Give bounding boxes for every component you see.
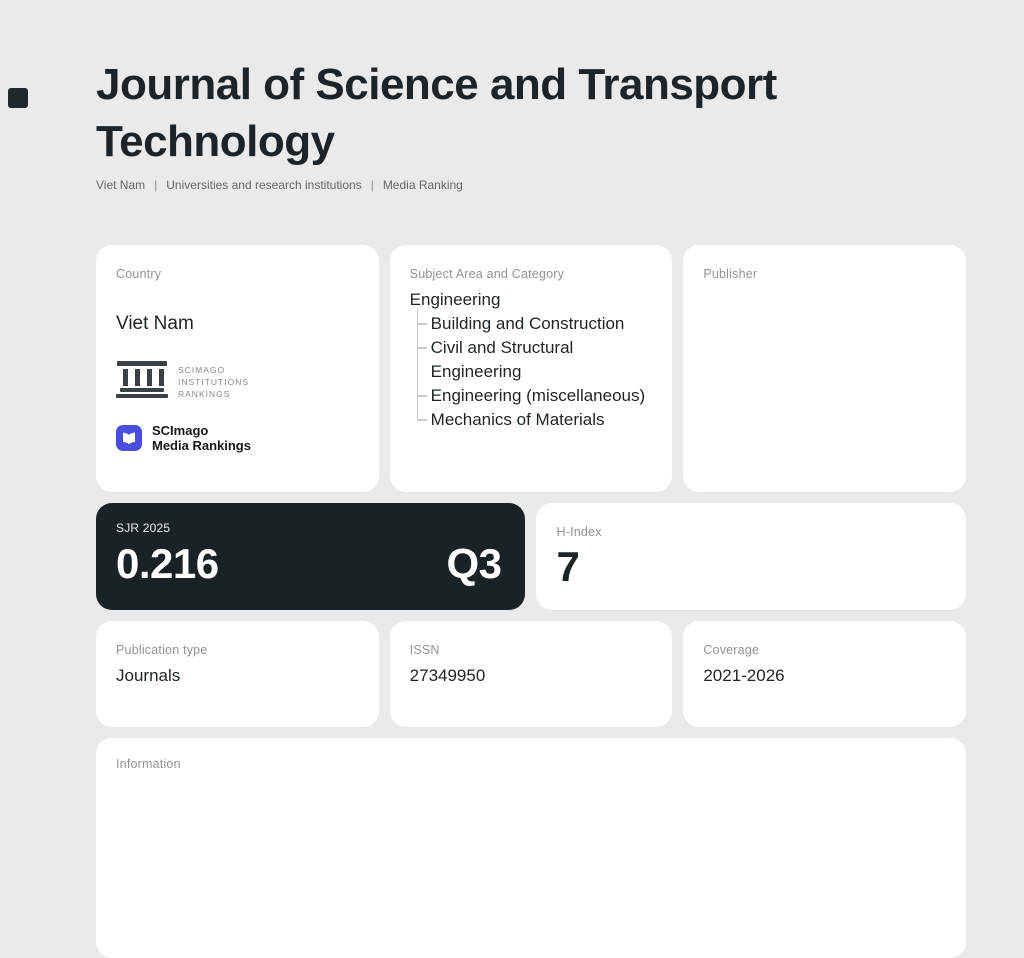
publisher-card — [683, 245, 966, 492]
breadcrumb — [96, 178, 966, 192]
smr-logo-text: SCImago Media Rankings — [152, 423, 251, 453]
issn-label: ISSN — [409, 643, 440, 657]
sjr-quartile-badge: Q3 — [446, 540, 502, 587]
publication-type-value: Journals — [116, 666, 181, 685]
information-label: Information — [116, 757, 181, 771]
coverage-card — [683, 621, 966, 727]
page-title: Journal of Science and Transport Technology — [96, 60, 777, 166]
publisher-label: Publisher — [703, 267, 758, 281]
coverage-label: Coverage — [703, 643, 760, 657]
open-book-icon — [116, 425, 142, 451]
scimago-institutions-rankings-logo[interactable] — [116, 361, 359, 403]
sjr-card — [96, 503, 525, 610]
category-item-mechanics-of-materials[interactable]: Mechanics of Materials — [410, 408, 653, 432]
breadcrumb-country-link[interactable]: Viet Nam — [96, 178, 146, 192]
info-card-grid — [96, 245, 966, 958]
subject-area-parent[interactable]: Engineering — [409, 290, 501, 309]
category-item-engineering-miscellaneous[interactable]: Engineering (miscellaneous) — [410, 384, 653, 408]
sjr-value: 0.216 — [116, 540, 219, 587]
journal-profile-page — [96, 56, 966, 958]
subject-area-card — [390, 245, 673, 492]
subject-area-label: Subject Area and Category — [409, 267, 565, 281]
h-index-label: H-Index — [556, 525, 602, 539]
breadcrumb-separator: | — [154, 178, 158, 192]
h-index-value: 7 — [556, 543, 580, 590]
sir-logo-text: SCIMAGO INSTITUTIONS RANKINGS — [178, 365, 250, 399]
sjr-metric-row — [116, 540, 501, 594]
h-index-card — [536, 503, 966, 610]
country-value-link[interactable]: Viet Nam — [116, 313, 194, 334]
issn-value: 27349950 — [409, 666, 486, 685]
top-left-fragment — [8, 88, 28, 108]
issn-card — [390, 621, 673, 727]
category-list — [410, 312, 653, 432]
category-item-building-and-construction[interactable]: Building and Construction — [410, 312, 653, 336]
country-card — [96, 245, 379, 492]
publication-type-label: Publication type — [116, 643, 208, 657]
institution-building-icon — [116, 361, 168, 403]
breadcrumb-separator: | — [370, 178, 374, 192]
publication-type-card — [96, 621, 379, 727]
breadcrumb-institutions-link[interactable]: Universities and research institutions — [166, 178, 362, 192]
coverage-value: 2021-2026 — [703, 666, 785, 685]
breadcrumb-media-ranking-link[interactable]: Media Ranking — [382, 178, 463, 192]
sjr-label: SJR 2025 — [116, 521, 171, 535]
scimago-media-rankings-logo[interactable] — [116, 423, 359, 453]
information-card — [96, 738, 966, 958]
country-label: Country — [116, 267, 162, 281]
category-item-civil-and-structural-engineering[interactable]: Civil and Structural Engineering — [410, 336, 653, 384]
